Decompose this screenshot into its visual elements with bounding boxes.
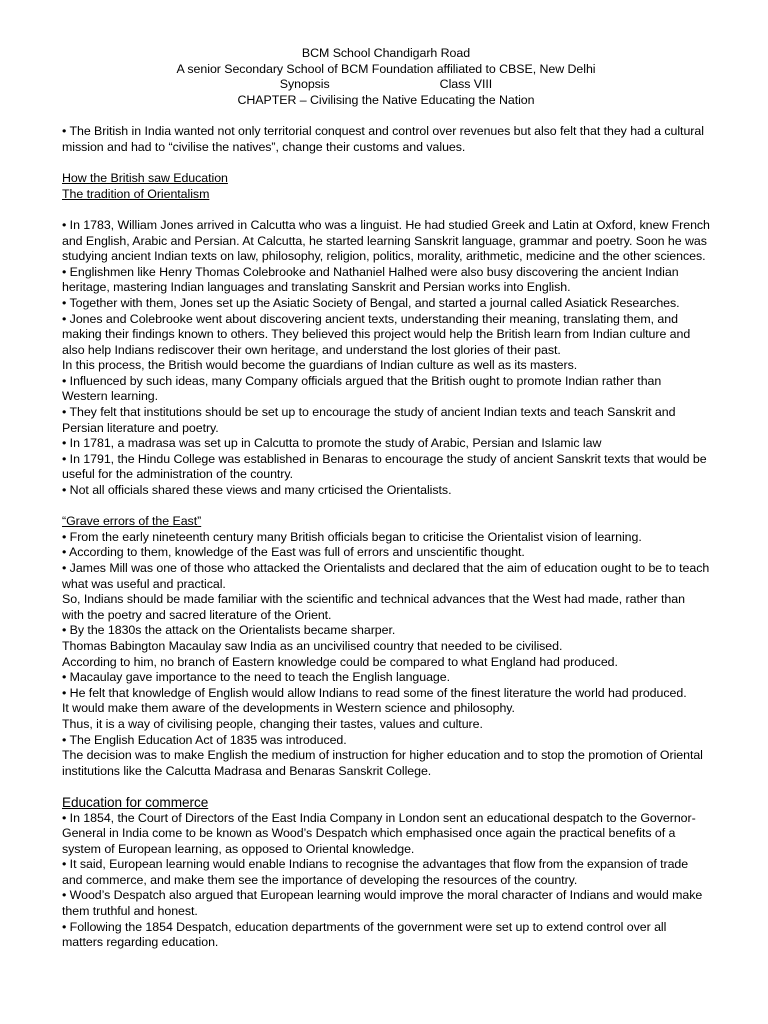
section-heading-education-commerce: Education for commerce [62, 794, 209, 810]
synopsis-class-line [62, 77, 710, 93]
bullet-paragraph: In this process, the British would become the guardians of Indian culture as well as its masters. [62, 358, 578, 373]
bullet-paragraph: • Not all officials shared these views and many crticised the Orientalists. [62, 483, 452, 498]
section-heading-orientalism: The tradition of Orientalism [62, 186, 210, 201]
bullet-paragraph: • In 1781, a madrasa was set up in Calcutta to promote the study of Arabic, Persian and Islamic law [62, 436, 602, 451]
bullet-paragraph: • Influenced by such ideas, many Company officials argued that the British ought to promote Indian rather than Western learning. [62, 373, 662, 404]
bullet-paragraph: • According to them, knowledge of the East was full of errors and unscientific thought. [62, 545, 525, 560]
doc-type: Synopsis [279, 77, 330, 92]
school-affiliation: A senior Secondary School of BCM Foundation affiliated to CBSE, New Delhi [176, 61, 596, 76]
bullet-paragraph: Thomas Babington Macaulay saw India as an uncivilised country that needed to be civilised. [62, 638, 563, 653]
section-heading-grave-errors: “Grave errors of the East” [62, 514, 202, 529]
bullet-paragraph: • The English Education Act of 1835 was introduced. [62, 732, 347, 747]
bullet-paragraph: So, Indians should be made familiar with the scientific and technical advances that the West had made, rather than with the poetry and sacred literature of the Orient. [62, 592, 685, 622]
class-label: Class VIII [439, 77, 493, 92]
bullet-paragraph: • In 1854, the Court of Directors of the East India Company in London sent an educational despatch to the Governor-General in India come to be known as Wood’s Despatch which emphasised once again the practical benefits of a system of European learning, as opposed to Oriental knowledge. [62, 810, 696, 856]
bullet-paragraph: • James Mill was one of those who attacked the Orientalists and declared that the aim of education ought to be to teach what was useful and practical. [62, 561, 710, 591]
bullet-paragraph: • Together with them, Jones set up the Asiatic Society of Bengal, and started a journal called Asiatick Researches. [62, 295, 680, 310]
bullet-paragraph: • Englishmen like Henry Thomas Colebrooke and Nathaniel Halhed were also busy discovering the ancient Indian heritage, mastering Indian languages and translating Sanskrit and Persian works into English. [62, 264, 679, 295]
bullet-paragraph: • Macaulay gave importance to the need to teach the English language. [62, 670, 451, 685]
intro-paragraph: • The British in India wanted not only territorial conquest and control over revenues but also felt that they had a cultural mission and had to “civilise the natives”, change their customs and values. [62, 124, 704, 154]
bullet-paragraph: • By the 1830s the attack on the Orientalists became sharper. [62, 623, 396, 638]
bullet-paragraph: • In 1783, William Jones arrived in Calcutta who was a linguist. He had studied Greek and Latin at Oxford, knew French and English, Arabic and Persian. At Calcutta, he started learning Sanskrit language, grammar and poetry. Soon he was studying ancient Indian texts on law, philosophy, religion, politics, morality, arithmetic, medicine and the other sciences. [62, 217, 710, 264]
bullet-paragraph: According to him, no branch of Eastern knowledge could be compared to what England had produced. [62, 654, 618, 669]
bullet-paragraph: • They felt that institutions should be set up to encourage the study of ancient Indian texts and teach Sanskrit and Persian literature and poetry. [62, 405, 676, 435]
section-grave-errors [62, 514, 710, 779]
section-education-commerce [62, 795, 710, 951]
school-name: BCM School Chandigarh Road [301, 46, 471, 60]
bullet-paragraph: • Following the 1854 Despatch, education departments of the government were set up to extend control over all matters regarding education. [62, 919, 667, 950]
chapter-title: CHAPTER – Civilising the Native Educating the Nation [237, 92, 535, 107]
bullet-paragraph: • From the early nineteenth century many British officials began to criticise the Orientalist vision of learning. [62, 529, 642, 544]
bullet-paragraph: It would make them aware of the developments in Western science and philosophy. [62, 701, 515, 716]
bullet-paragraph: • Wood’s Despatch also argued that European learning would improve the moral character of Indians and would make them truthful and honest. [62, 888, 703, 919]
bullet-paragraph: • It said, European learning would enable Indians to recognise the advantages that flow from the expansion of trade and commerce, and make them see the importance of developing the resources of the country. [62, 857, 689, 887]
bullet-paragraph: Thus, it is a way of civilising people, changing their tastes, values and culture. [62, 716, 483, 731]
bullet-paragraph: • Jones and Colebrooke went about discovering ancient texts, understanding their meaning, translating them, and making their findings known to others. They believed this project would help the British learn from Indian culture and also help Indians rediscover their own heritage, and understand the lost glories of their past. [62, 311, 691, 357]
bullet-paragraph: • He felt that knowledge of English would allow Indians to read some of the finest literature the world had produced. [62, 685, 687, 700]
bullet-paragraph: • In 1791, the Hindu College was established in Benaras to encourage the study of ancient Sanskrit texts that would be useful for the administration of the country. [62, 451, 707, 482]
section-orientalism [62, 171, 710, 498]
document-header [62, 46, 710, 108]
bullet-paragraph: The decision was to make English the medium of instruction for higher education and to stop the promotion of Oriental institutions like the Calcutta Madrasa and Benaras Sanskrit College. [62, 748, 703, 778]
section-heading-how-british-saw-education: How the British saw Education [62, 171, 228, 186]
